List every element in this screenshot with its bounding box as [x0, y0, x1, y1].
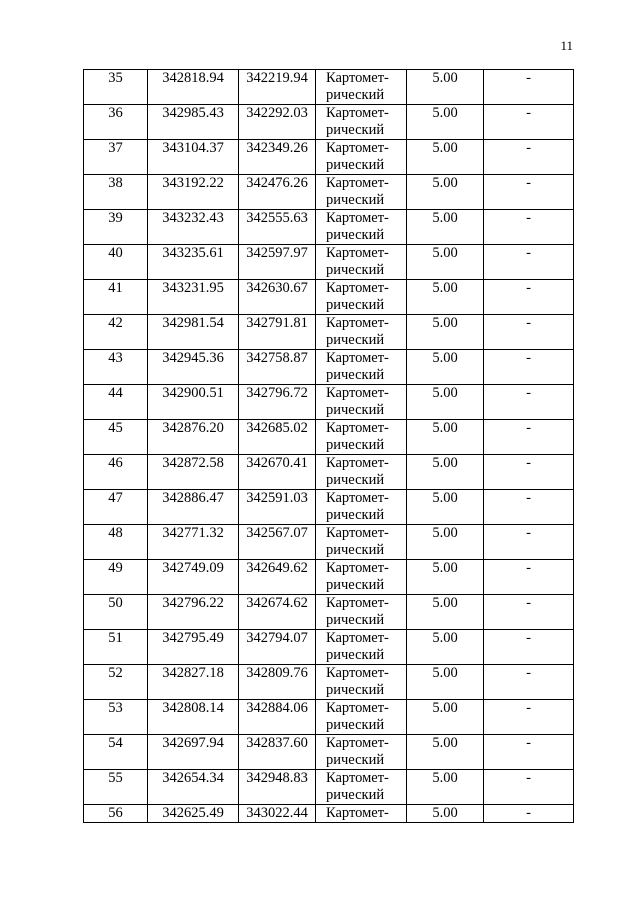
method-text-line-1: Картомет-: [326, 280, 389, 296]
method-text-line-1: Картомет-: [326, 245, 389, 261]
method-cell: [316, 420, 407, 455]
method-cell: [316, 770, 407, 805]
note-cell: -: [484, 210, 574, 245]
y-coordinate-cell: 342794.07: [239, 630, 316, 665]
method-text-line-2: рический: [326, 647, 385, 663]
table-row: [84, 770, 574, 805]
method-cell: [316, 735, 407, 770]
y-coordinate-cell: 342349.26: [239, 140, 316, 175]
point-number-cell: 39: [84, 210, 148, 245]
method-text-line-2: рический: [326, 787, 385, 803]
accuracy-cell: 5.00: [407, 385, 484, 420]
note-cell: -: [484, 595, 574, 630]
point-number-cell: 35: [84, 70, 148, 105]
accuracy-cell: 5.00: [407, 245, 484, 280]
x-coordinate-cell: 342886.47: [148, 490, 239, 525]
table-row: [84, 70, 574, 105]
point-number-cell: 36: [84, 105, 148, 140]
y-coordinate-cell: 342685.02: [239, 420, 316, 455]
x-coordinate-cell: 342625.49: [148, 805, 239, 823]
accuracy-cell: 5.00: [407, 420, 484, 455]
x-coordinate-cell: 342900.51: [148, 385, 239, 420]
method-text-line-2: рический: [326, 297, 385, 313]
method-cell: [316, 210, 407, 245]
y-coordinate-cell: 342791.81: [239, 315, 316, 350]
method-cell: [316, 350, 407, 385]
accuracy-cell: 5.00: [407, 140, 484, 175]
table-row: [84, 490, 574, 525]
point-number-cell: 37: [84, 140, 148, 175]
accuracy-cell: 5.00: [407, 315, 484, 350]
x-coordinate-cell: 343192.22: [148, 175, 239, 210]
y-coordinate-cell: 342630.67: [239, 280, 316, 315]
method-cell: [316, 665, 407, 700]
note-cell: -: [484, 420, 574, 455]
x-coordinate-cell: 342771.32: [148, 525, 239, 560]
table-row: [84, 105, 574, 140]
note-cell: -: [484, 70, 574, 105]
table-row: [84, 560, 574, 595]
accuracy-cell: 5.00: [407, 455, 484, 490]
accuracy-cell: 5.00: [407, 175, 484, 210]
method-text-line-1: Картомет-: [326, 385, 389, 401]
accuracy-cell: 5.00: [407, 805, 484, 823]
table-row: [84, 455, 574, 490]
y-coordinate-cell: 342649.62: [239, 560, 316, 595]
y-coordinate-cell: 342670.41: [239, 455, 316, 490]
method-text-line-1: Картомет-: [326, 525, 389, 541]
table-row: [84, 245, 574, 280]
method-text-line-2: рический: [326, 612, 385, 628]
page-number: 11: [560, 38, 573, 53]
note-cell: -: [484, 805, 574, 823]
point-number-cell: 43: [84, 350, 148, 385]
point-number-cell: 40: [84, 245, 148, 280]
method-text-line-1: Картомет-: [326, 700, 389, 716]
method-cell: [316, 490, 407, 525]
y-coordinate-cell: 342758.87: [239, 350, 316, 385]
x-coordinate-cell: 343235.61: [148, 245, 239, 280]
point-number-cell: 49: [84, 560, 148, 595]
table-row: [84, 175, 574, 210]
y-coordinate-cell: 342591.03: [239, 490, 316, 525]
method-cell: [316, 455, 407, 490]
method-text-line-2: рический: [326, 87, 385, 103]
point-number-cell: 54: [84, 735, 148, 770]
method-text-line-2: рический: [326, 717, 385, 733]
y-coordinate-cell: 342567.07: [239, 525, 316, 560]
method-text-line-2: рический: [326, 157, 385, 173]
table-row: [84, 210, 574, 245]
point-number-cell: 56: [84, 805, 148, 823]
x-coordinate-cell: 342876.20: [148, 420, 239, 455]
method-text-line-1: Картомет-: [326, 595, 389, 611]
point-number-cell: 48: [84, 525, 148, 560]
table-row: [84, 700, 574, 735]
point-number-cell: 52: [84, 665, 148, 700]
note-cell: -: [484, 385, 574, 420]
note-cell: -: [484, 315, 574, 350]
method-cell: [316, 630, 407, 665]
method-cell: [316, 560, 407, 595]
accuracy-cell: 5.00: [407, 105, 484, 140]
table-row: [84, 385, 574, 420]
x-coordinate-cell: 342749.09: [148, 560, 239, 595]
method-text-line-1: Картомет-: [326, 105, 389, 121]
accuracy-cell: 5.00: [407, 525, 484, 560]
method-text-line-2: рический: [326, 227, 385, 243]
method-text-line-2: рический: [326, 542, 385, 558]
note-cell: -: [484, 630, 574, 665]
table-row: [84, 350, 574, 385]
table-row: [84, 735, 574, 770]
method-text-line-1: Картомет-: [326, 665, 389, 681]
method-cell: [316, 805, 407, 823]
method-text-line-1: Картомет-: [326, 70, 389, 86]
method-text-line-1: Картомет-: [326, 770, 389, 786]
x-coordinate-cell: 342945.36: [148, 350, 239, 385]
method-text-line-2: рический: [326, 682, 385, 698]
table-row: [84, 315, 574, 350]
point-number-cell: 50: [84, 595, 148, 630]
method-text-line-2: рический: [326, 332, 385, 348]
note-cell: -: [484, 525, 574, 560]
accuracy-cell: 5.00: [407, 700, 484, 735]
method-cell: [316, 245, 407, 280]
point-number-cell: 44: [84, 385, 148, 420]
x-coordinate-cell: 342985.43: [148, 105, 239, 140]
x-coordinate-cell: 342827.18: [148, 665, 239, 700]
note-cell: -: [484, 770, 574, 805]
x-coordinate-cell: 342808.14: [148, 700, 239, 735]
note-cell: -: [484, 105, 574, 140]
x-coordinate-cell: 342818.94: [148, 70, 239, 105]
point-number-cell: 53: [84, 700, 148, 735]
accuracy-cell: 5.00: [407, 490, 484, 525]
y-coordinate-cell: 342837.60: [239, 735, 316, 770]
accuracy-cell: 5.00: [407, 735, 484, 770]
accuracy-cell: 5.00: [407, 280, 484, 315]
method-text-line-2: рический: [326, 437, 385, 453]
accuracy-cell: 5.00: [407, 560, 484, 595]
table-row: [84, 525, 574, 560]
table-row: [84, 630, 574, 665]
method-text-line-2: рический: [326, 122, 385, 138]
y-coordinate-cell: 342597.97: [239, 245, 316, 280]
y-coordinate-cell: 342809.76: [239, 665, 316, 700]
method-cell: [316, 140, 407, 175]
x-coordinate-cell: 342872.58: [148, 455, 239, 490]
method-cell: [316, 700, 407, 735]
y-coordinate-cell: 342674.62: [239, 595, 316, 630]
method-text-line-2: рический: [326, 507, 385, 523]
table-row: [84, 805, 574, 823]
method-cell: [316, 105, 407, 140]
accuracy-cell: 5.00: [407, 70, 484, 105]
method-cell: [316, 280, 407, 315]
x-coordinate-cell: 342796.22: [148, 595, 239, 630]
accuracy-cell: 5.00: [407, 595, 484, 630]
x-coordinate-cell: 342654.34: [148, 770, 239, 805]
note-cell: -: [484, 140, 574, 175]
x-coordinate-cell: 342795.49: [148, 630, 239, 665]
y-coordinate-cell: 342796.72: [239, 385, 316, 420]
table-row: [84, 280, 574, 315]
note-cell: -: [484, 735, 574, 770]
accuracy-cell: 5.00: [407, 770, 484, 805]
method-text-line-1: Картомет-: [326, 630, 389, 646]
method-text-line-1: Картомет-: [326, 210, 389, 226]
coordinates-table: [83, 69, 574, 823]
method-text-line-1: Картомет-: [326, 140, 389, 156]
method-text-line-2: рический: [326, 472, 385, 488]
note-cell: -: [484, 245, 574, 280]
point-number-cell: 38: [84, 175, 148, 210]
method-text-line-1: Картомет-: [326, 805, 389, 821]
method-text-line-2: рический: [326, 402, 385, 418]
table-row: [84, 665, 574, 700]
method-text-line-2: рический: [326, 752, 385, 768]
method-text-line-2: рический: [326, 577, 385, 593]
accuracy-cell: 5.00: [407, 210, 484, 245]
method-text-line-1: Картомет-: [326, 175, 389, 191]
method-cell: [316, 595, 407, 630]
point-number-cell: 45: [84, 420, 148, 455]
method-text-line-1: Картомет-: [326, 315, 389, 331]
note-cell: -: [484, 700, 574, 735]
method-text-line-1: Картомет-: [326, 350, 389, 366]
method-text-line-2: рический: [326, 262, 385, 278]
method-text-line-1: Картомет-: [326, 735, 389, 751]
y-coordinate-cell: 343022.44: [239, 805, 316, 823]
point-number-cell: 55: [84, 770, 148, 805]
method-text-line-2: рический: [326, 367, 385, 383]
accuracy-cell: 5.00: [407, 665, 484, 700]
method-text-line-1: Картомет-: [326, 455, 389, 471]
table-body: [84, 70, 574, 823]
point-number-cell: 51: [84, 630, 148, 665]
method-text-line-1: Картомет-: [326, 420, 389, 436]
x-coordinate-cell: 343231.95: [148, 280, 239, 315]
method-cell: [316, 175, 407, 210]
accuracy-cell: 5.00: [407, 630, 484, 665]
note-cell: -: [484, 175, 574, 210]
y-coordinate-cell: 342292.03: [239, 105, 316, 140]
note-cell: -: [484, 665, 574, 700]
accuracy-cell: 5.00: [407, 350, 484, 385]
x-coordinate-cell: 343104.37: [148, 140, 239, 175]
y-coordinate-cell: 342884.06: [239, 700, 316, 735]
method-text-line-1: Картомет-: [326, 490, 389, 506]
y-coordinate-cell: 342555.63: [239, 210, 316, 245]
method-text-line-1: Картомет-: [326, 560, 389, 576]
note-cell: -: [484, 350, 574, 385]
note-cell: -: [484, 280, 574, 315]
x-coordinate-cell: 342697.94: [148, 735, 239, 770]
x-coordinate-cell: 343232.43: [148, 210, 239, 245]
table-row: [84, 140, 574, 175]
note-cell: -: [484, 560, 574, 595]
note-cell: -: [484, 490, 574, 525]
table-row: [84, 595, 574, 630]
note-cell: -: [484, 455, 574, 490]
method-cell: [316, 70, 407, 105]
y-coordinate-cell: 342948.83: [239, 770, 316, 805]
method-cell: [316, 385, 407, 420]
point-number-cell: 46: [84, 455, 148, 490]
method-cell: [316, 315, 407, 350]
x-coordinate-cell: 342981.54: [148, 315, 239, 350]
method-text-line-2: рический: [326, 192, 385, 208]
point-number-cell: 47: [84, 490, 148, 525]
y-coordinate-cell: 342219.94: [239, 70, 316, 105]
y-coordinate-cell: 342476.26: [239, 175, 316, 210]
table-row: [84, 420, 574, 455]
point-number-cell: 41: [84, 280, 148, 315]
method-cell: [316, 525, 407, 560]
point-number-cell: 42: [84, 315, 148, 350]
